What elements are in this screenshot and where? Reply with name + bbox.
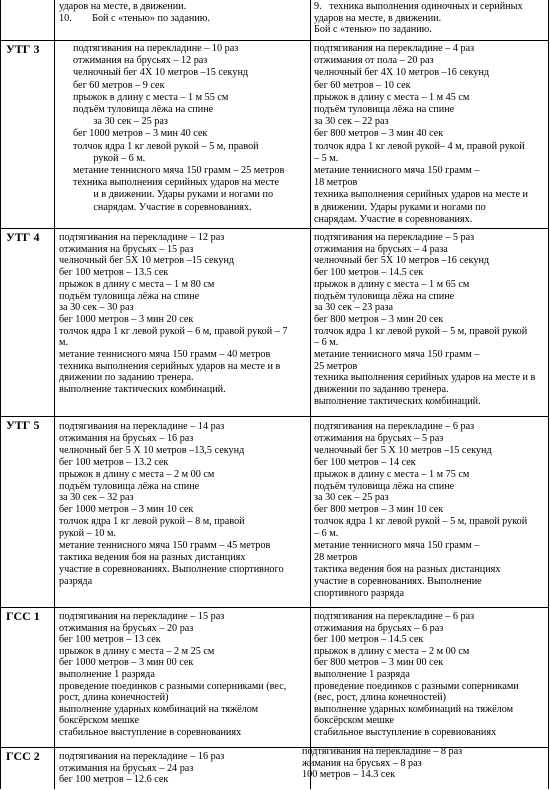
norm-line: движении по заданию тренера.: [314, 384, 449, 396]
norm-line: 10. Бой с «тенью» по заданию.: [59, 12, 210, 24]
norm-line: бег 1000 метров – 3 мин 10 сек: [59, 504, 194, 516]
norm-line: отжимания на брусьях – 4 раза: [314, 243, 448, 255]
norm-line: – 5 м.: [314, 152, 339, 164]
norm-line: метание теннисного мяча 150 грамм –: [314, 540, 480, 552]
norm-line: Бой с «тенью» по заданию.: [314, 24, 432, 36]
norm-line: подтягивания на перекладине – 10 раз: [73, 43, 239, 54]
norm-line: бег 1000 метров – 3 мин 20 сек: [59, 313, 194, 325]
norm-line: прыжок в длину с места – 1 м 80 см: [59, 278, 215, 290]
norm-line: отжимания на брусьях – 15 раз: [59, 243, 194, 255]
norm-line: техника выполнения серийных ударов на месте и: [314, 189, 529, 201]
norm-line: прыжок в длину с места – 2 м 00 см: [314, 645, 470, 657]
norm-line: (вес, рост, длина конечностей): [314, 692, 447, 704]
norms-girls-cell: [314, 1, 523, 36]
norm-line: бег 800 метров – 3 мин 40 сек: [314, 128, 444, 140]
norm-line: подтягивания на перекладине – 6 раз: [314, 421, 475, 432]
table-row: [0, 416, 549, 608]
norm-line: – 6 м.: [314, 528, 339, 540]
norm-line: выполнение 1 разряда: [59, 668, 155, 680]
norm-line: 18 метров: [314, 177, 358, 189]
norm-line: отжимания на брусьях – 20 раз: [59, 622, 194, 634]
norm-line: техника выполнения серийных ударов на месте и в: [59, 360, 281, 372]
norm-line: бег 100 метров – 14.5 сек: [314, 634, 424, 646]
norm-line: боксёрском мешке: [314, 715, 394, 727]
norms-boys-cell: [59, 421, 284, 588]
norm-line: подтягивания на перекладине – 16 раз: [59, 751, 225, 762]
norm-line: боксёрском мешке: [59, 715, 139, 727]
group-label: ГСС 1: [6, 609, 40, 623]
norm-line: бег 100 метров – 13 сек: [59, 634, 161, 646]
norm-line: бег 100 метров – 13.5 сек: [59, 267, 169, 279]
norm-line: отжимания на брусьях – 24 раз: [59, 762, 194, 774]
norm-line: бег 100 метров – 12.6 сек: [59, 774, 169, 786]
norm-line: отжимания на брусьях – 6 раз: [314, 622, 444, 634]
table-row: [0, 0, 549, 40]
norm-line: проведение поединков с разными соперниками: [314, 680, 519, 692]
norm-line: толчок ядра 1 кг левой рукой– 4 м, правой рукой: [314, 140, 525, 152]
norm-line: тактика ведения боя на разных дистанциях: [314, 563, 501, 575]
norms-girls-cell: [302, 746, 462, 781]
group-label: УТГ 4: [6, 230, 40, 244]
norm-line: толчок ядра 1 кг левой рукой – 8 м, правой: [59, 516, 245, 528]
norm-line: подтягивания на перекладине – 5 раз: [314, 232, 475, 243]
norm-line: бег 60 метров – 9 сек: [73, 79, 165, 91]
norm-line: метание теннисного мяча 150 грамм – 25 метров: [73, 165, 285, 177]
norm-line: отжимания на брусьях – 12 раз: [73, 55, 208, 67]
norm-line: бег 800 метров – 3 мин 20 сек: [314, 313, 444, 325]
norm-line: прыжок в длину с места – 1 м 45 см: [314, 91, 470, 103]
norm-line: толчок ядра 1 кг левой рукой – 5 м, правой рукой: [314, 516, 528, 528]
norms-boys-cell: [73, 43, 284, 214]
norm-line: за 30 сек – 30 раз: [59, 302, 134, 314]
norms-girls-cell: [314, 611, 519, 739]
norm-line: м.: [59, 337, 68, 349]
norm-line: метание теннисного мяча 150 грамм – 40 метров: [59, 349, 271, 361]
norm-line: подъём туловища лёжа на спине: [314, 104, 455, 116]
norm-line: подъём туловища лёжа на спине: [59, 290, 200, 302]
norm-line: толчок ядра 1 кг левой рукой – 5 м, правой рукой: [314, 325, 528, 337]
norms-girls-cell: [314, 421, 527, 600]
norm-line: прыжок в длину с места – 2 м 25 см: [59, 645, 215, 657]
norm-line: подъём туловища лёжа на спине: [314, 480, 455, 492]
norm-line: – 6 м.: [314, 337, 339, 349]
norm-line: челночный бег 4Х 10 метров –15 секунд: [73, 67, 249, 79]
norm-line: подтягивания на перекладине – 6 раз: [314, 611, 475, 622]
norms-boys-cell: [59, 232, 287, 396]
norm-line: выполнение ударных комбинаций на тяжёлом: [314, 703, 514, 715]
norm-line: толчок ядра 1 кг левой рукой – 5 м, правой: [73, 140, 259, 152]
norm-line: стабильное выступление в соревнованиях: [314, 726, 497, 738]
norm-line: участие в соревнованиях. Выполнение спортивного: [59, 563, 284, 575]
norm-line: разряда: [59, 575, 93, 587]
norm-line: жимания на брусьях – 8 раз: [302, 757, 422, 769]
group-label: ГСС 2: [6, 749, 40, 763]
norm-line: бег 800 метров – 3 мин 00 сек: [314, 657, 444, 669]
norm-line: рукой – 6 м.: [73, 152, 146, 164]
norm-line: за 30 сек – 22 раз: [314, 116, 389, 128]
norm-line: за 30 сек – 32 раз: [59, 492, 134, 504]
norm-line: метание теннисного мяча 150 грамм –: [314, 349, 480, 361]
norms-girls-cell: [314, 232, 535, 408]
norms-girls-cell: [314, 43, 528, 226]
norm-line: движении по заданию тренера.: [59, 372, 194, 384]
norm-line: подтягивания на перекладине – 12 раз: [59, 232, 225, 243]
norm-line: челночный бег 4Х 10 метров –16 секунд: [314, 67, 490, 79]
norm-line: спортивного разряда: [314, 587, 404, 599]
norm-line: бег 100 метров – 13.2 сек: [59, 456, 169, 468]
table-row: [0, 40, 549, 229]
norm-line: бег 100 метров – 14.5 сек: [314, 267, 424, 279]
norm-line: подтягивания на перекладине – 14 раз: [59, 421, 225, 432]
norm-line: челночный бег 5Х 10 метров –15 секунд: [59, 255, 235, 267]
norm-line: ударов на месте, в движении.: [59, 1, 187, 12]
norm-line: и в движении. Удары руками и ногами по: [73, 189, 274, 201]
norm-line: отжимания от пола – 20 раз: [314, 55, 434, 67]
norm-line: челночный бег 5Х 10 метров –16 секунд: [314, 255, 490, 267]
group-label: УТГ 3: [6, 42, 40, 56]
norm-line: техника выполнения серийных ударов на месте и в: [314, 372, 536, 384]
norm-line: челночный бег 5 Х 10 метров –13,5 секунд: [59, 444, 245, 456]
norms-boys-cell: [59, 611, 286, 739]
norm-line: метание теннисного мяча 150 грамм – 45 метров: [59, 540, 271, 552]
norm-line: бег 800 метров – 3 мин 10 сек: [314, 504, 444, 516]
norm-line: бег 60 метров – 10 сек: [314, 79, 411, 91]
norm-line: выполнение тактических комбинаций.: [314, 395, 481, 407]
group-label: УТГ 5: [6, 418, 40, 432]
norm-line: рост, длина конечностей): [59, 692, 169, 704]
norm-line: подъём туловища лёжа на спине: [314, 290, 455, 302]
norm-line: подтягивания на перекладине – 15 раз: [59, 611, 225, 622]
norm-line: выполнение тактических комбинаций.: [59, 384, 226, 396]
norms-boys-cell: [59, 751, 224, 786]
norm-line: бег 100 метров – 14 сек: [314, 456, 416, 468]
norm-line: толчок ядра 1 кг левой рукой – 6 м, правой рукой – 7: [59, 325, 288, 337]
norm-line: метание теннисного мяча 150 грамм –: [314, 165, 480, 177]
norm-line: стабильное выступление в соревнованиях: [59, 726, 242, 738]
norm-line: 9. техника выполнения одиночных и серийных: [314, 1, 523, 12]
norm-line: подъём туловища лёжа на спине: [59, 480, 200, 492]
norm-line: челночный бег 5 Х 10 метров –15 секунд: [314, 444, 492, 456]
norm-line: за 30 сек – 25 раз: [314, 492, 389, 504]
norm-line: 28 метров: [314, 551, 358, 563]
norm-line: подъём туловища лёжа на спине: [73, 104, 214, 116]
norm-line: за 30 сек – 25 раз: [73, 116, 168, 128]
norm-line: 25 метров: [314, 360, 358, 372]
norm-line: бег 1000 метров – 3 мин 40 сек: [73, 128, 208, 140]
norms-boys-cell: [59, 1, 210, 24]
norm-line: выполнение ударных комбинаций на тяжёлом: [59, 703, 259, 715]
norm-line: снарядам. Участие в соревнованиях.: [73, 201, 252, 213]
norm-line: подтягивания на перекладине – 8 раз: [302, 746, 463, 757]
norm-line: проведение поединков с разными соперниками (вес,: [59, 680, 287, 692]
norm-line: участие в соревнованиях. Выполнение: [314, 575, 482, 587]
norm-line: в движении. Удары руками и ногами по: [314, 201, 486, 213]
norm-line: отжимания на брусьях – 5 раз: [314, 432, 444, 444]
table-row: [0, 607, 549, 748]
norm-line: техника выполнения серийных ударов на месте: [73, 177, 280, 189]
norm-line: прыжок в длину с места – 1 м 65 см: [314, 278, 470, 290]
norm-line: 100 метров – 14.3 сек: [302, 769, 396, 781]
norm-line: подтягивания на перекладине – 4 раз: [314, 43, 475, 54]
norm-line: прыжок в длину с места – 1 м 55 см: [73, 91, 229, 103]
table-row: [0, 228, 549, 417]
norm-line: прыжок в длину с места – 2 м 00 см: [59, 468, 215, 480]
table-row: [0, 747, 549, 790]
norm-line: ударов на месте, в движении.: [314, 12, 442, 24]
norm-line: тактика ведения боя на разных дистанциях: [59, 551, 246, 563]
norm-line: за 30 сек – 23 раза: [314, 302, 394, 314]
norm-line: отжимания на брусьях – 16 раз: [59, 432, 194, 444]
norm-line: прыжок в длину с места – 1 м 75 см: [314, 468, 470, 480]
norm-line: снарядам. Участие в соревнованиях.: [314, 213, 473, 225]
norm-line: бег 1000 метров – 3 мин 00 сек: [59, 657, 194, 669]
norm-line: выполнение 1 разряда: [314, 668, 410, 680]
norm-line: рукой – 10 м.: [59, 528, 116, 540]
